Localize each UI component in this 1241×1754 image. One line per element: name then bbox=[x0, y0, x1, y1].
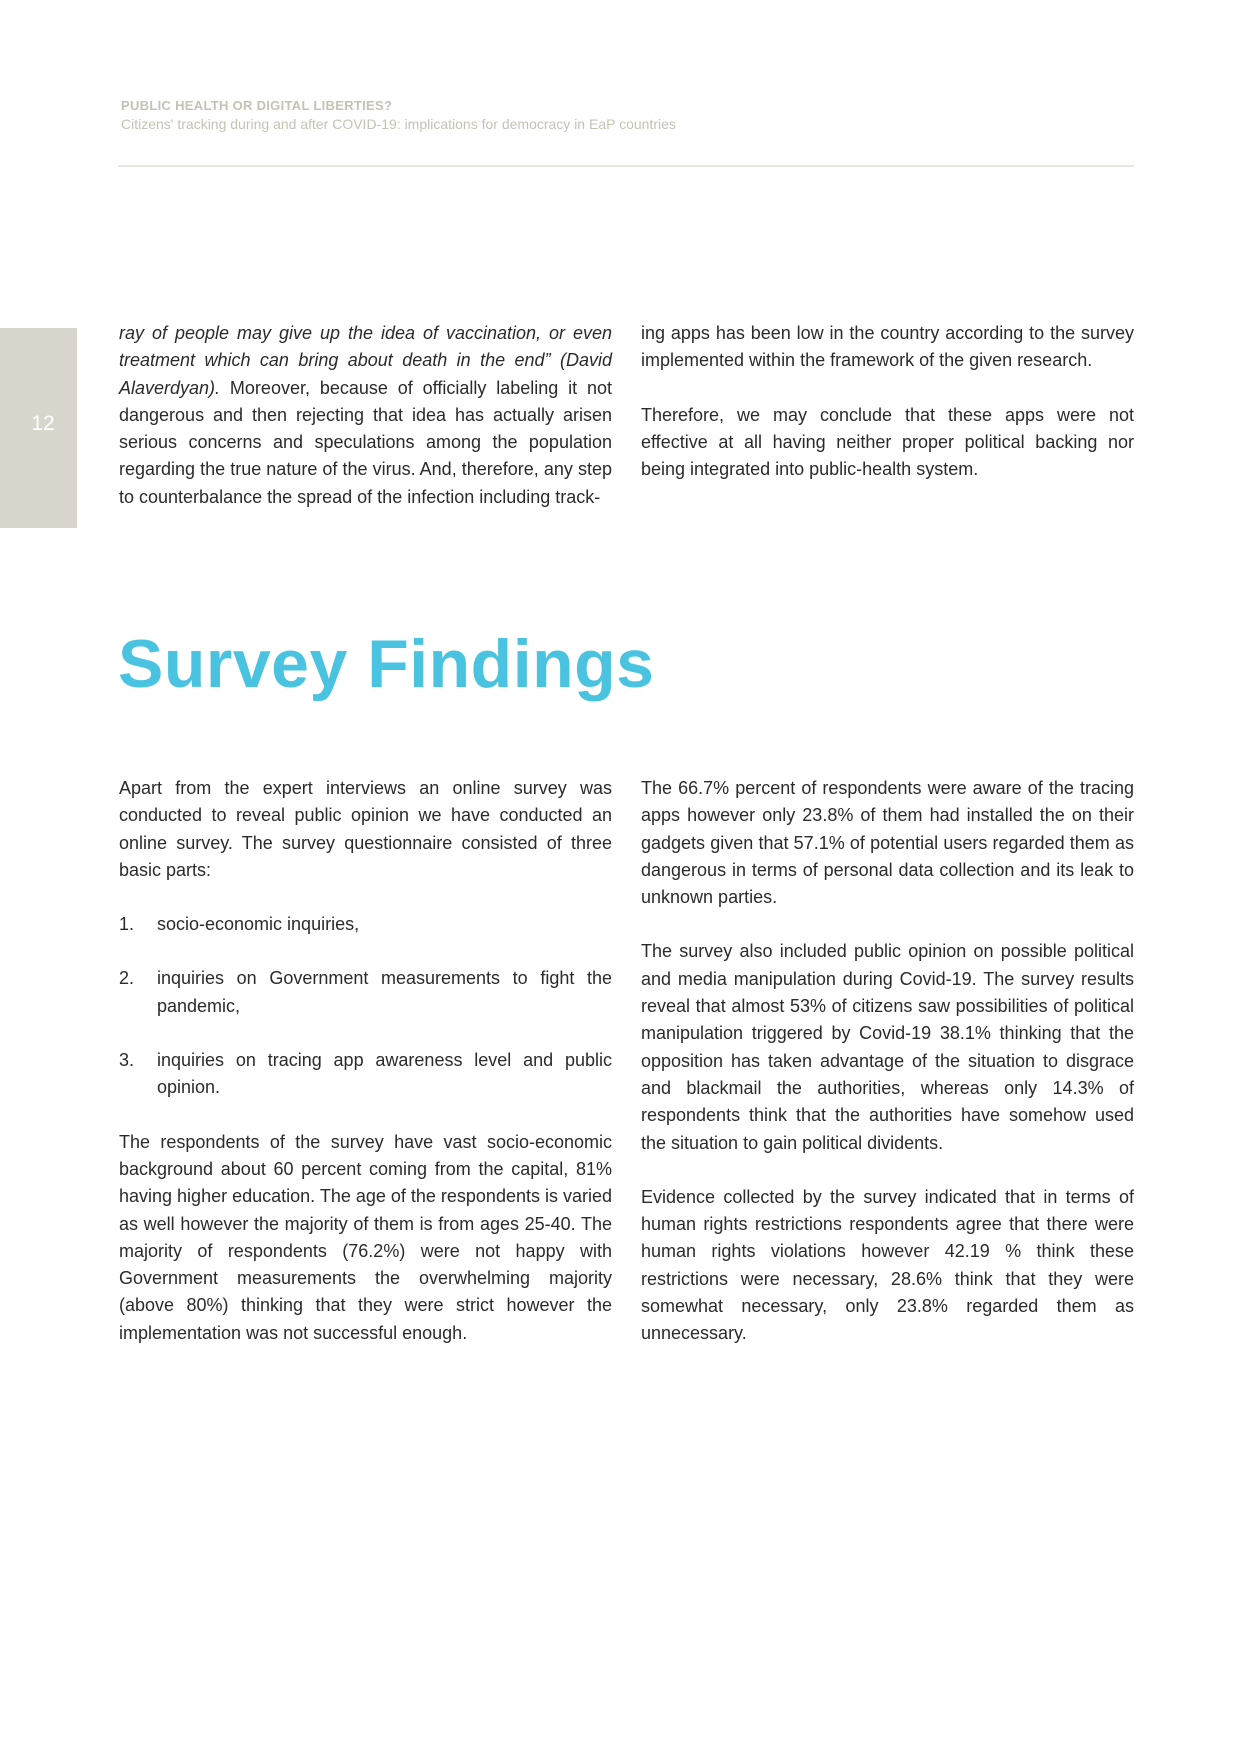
findings-demographics-paragraph: The respondents of the survey have vast socio-economic background about 60 percent coming from the capital, 81% having higher education. The age of the respondents is varied as well however the majority of them is from ages 25-40. The majority of respondents (76.2%) were not happy with Government measurements the overwhelming majority (above 80%) thinking that they were strict however the implementation was not successful enough. bbox=[119, 1131, 613, 1343]
findings-right-paragraph: The survey also included public opinion on possible political and media manipulation during Covid-19. The survey results reveal that almost 53% of citizens saw possibilities of political manipulation triggered by Covid-19 38.1% thinking that the opposition has taken advantage of the situation to disgrace and blackmail the authorities, whereas only 14.3% of respondents think that the authorities have somehow used the situation to gain political dividents. bbox=[641, 941, 1134, 1153]
list-item-text: inquiries on tracing app awareness level and public opinion. bbox=[157, 1050, 612, 1098]
page-number: 12 bbox=[31, 412, 55, 435]
list-item-number: 2. bbox=[119, 968, 135, 989]
intro-left-column bbox=[119, 320, 612, 511]
intro-right-paragraph: Therefore, we may conclude that these apps were not effective at all having neither proper political backing nor being integrated into public-health system. bbox=[641, 404, 1134, 480]
running-header-title: PUBLIC HEALTH OR DIGITAL LIBERTIES? bbox=[121, 98, 393, 113]
list-item bbox=[119, 965, 612, 1020]
findings-right-column bbox=[641, 775, 1134, 1348]
section-title: Survey Findings bbox=[118, 626, 655, 702]
questionnaire-parts-list bbox=[119, 911, 612, 1101]
list-item-number: 3. bbox=[119, 1050, 135, 1071]
list-item bbox=[119, 911, 612, 938]
findings-left-column bbox=[119, 775, 612, 1347]
findings-right-paragraph: The 66.7% percent of respondents were aware of the tracing apps however only 23.8% of them had installed the on their gadgets given that 57.1% of potential users regarded them as dangerous in terms of personal data collection and its leak to unknown parties. bbox=[641, 778, 1134, 908]
findings-right-paragraph: Evidence collected by the survey indicated that in terms of human rights restrictions respondents agree that there were human rights violations however 42.19 % think these restrictions were necessary, 28.6% think that they were somewhat necessary, only 23.8% regarded them as unnecessary. bbox=[641, 1186, 1134, 1344]
header-divider bbox=[118, 165, 1134, 167]
quote-text: ray of people may give up the idea of vaccination, or even treatment which can bring about death in the end” (David Alaverdyan). bbox=[119, 323, 612, 398]
findings-intro-paragraph: Apart from the expert interviews an online survey was conducted to reveal public opinion we have conducted an online survey. The survey questionnaire consisted of three basic parts: bbox=[119, 778, 612, 880]
list-item-text: socio-economic inquiries, bbox=[157, 914, 360, 935]
intro-left-text: Moreover, because of officially labeling it not dangerous and then rejecting that idea has actually arisen serious concerns and speculations among the population regarding the true nature of the virus. And, therefore, any step to counterbalance the spread of the infection including track- bbox=[119, 377, 612, 507]
intro-right-column bbox=[641, 320, 1134, 483]
running-header-subtitle: Citizens' tracking during and after COVID-19: implications for democracy in EaP countries bbox=[121, 116, 676, 132]
list-item-number: 1. bbox=[119, 914, 135, 935]
list-item bbox=[119, 1047, 612, 1102]
intro-right-paragraph: ing apps has been low in the country according to the survey implemented within the framework of the given research. bbox=[641, 323, 1134, 371]
list-item-text: inquiries on Government measurements to fight the pandemic, bbox=[157, 968, 612, 1016]
intro-left-paragraph bbox=[119, 320, 612, 511]
